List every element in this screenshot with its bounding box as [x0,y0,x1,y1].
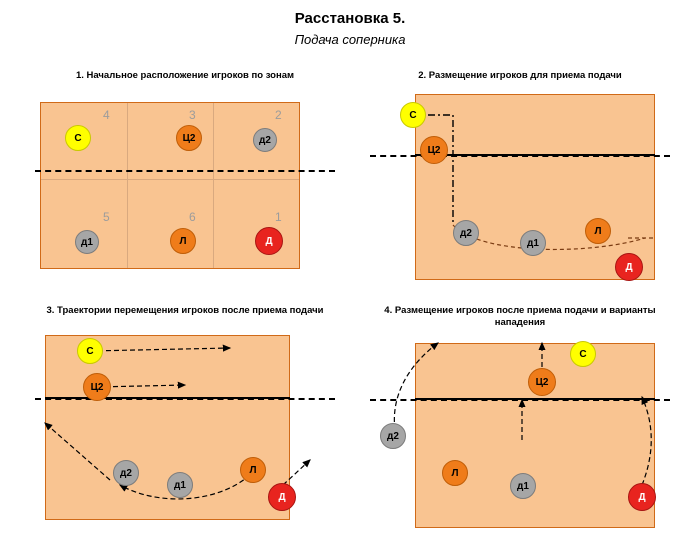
player-defender1-p2[interactable]: д1 [520,230,546,256]
court-2-net-line [370,155,670,157]
player-setter-p1[interactable]: С [65,125,91,151]
player-libero-p2[interactable]: Л [585,218,611,244]
player-libero-p1[interactable]: Л [170,228,196,254]
player-diagonal-p1[interactable]: Д [255,227,283,255]
zone-label-2: 2 [275,108,282,122]
player-defender2-p3[interactable]: д2 [113,460,139,486]
player-diagonal-p3[interactable]: Д [268,483,296,511]
page-subtitle: Подача соперника [294,32,406,47]
player-libero-p4[interactable]: Л [442,460,468,486]
player-setter-p3[interactable]: С [77,338,103,364]
court-1-vline-1 [127,103,128,268]
player-center-p4[interactable]: Ц2 [528,368,556,396]
court-4-net-line [370,399,670,401]
court-1-hline [41,179,299,180]
panel-3-caption: 3. Траектории перемещения игроков после приема подачи [46,305,324,316]
panel-2 [370,70,670,290]
court-3-net-line [35,398,335,400]
zone-label-5: 5 [103,210,110,224]
court-1-net-line [35,170,335,172]
panel-1 [35,70,335,280]
zone-label-1: 1 [275,210,282,224]
player-defender1-p1[interactable]: д1 [75,230,99,254]
player-center-p3[interactable]: Ц2 [83,373,111,401]
court-3 [45,335,290,520]
player-setter-p4[interactable]: С [570,341,596,367]
court-1-vline-2 [213,103,214,268]
player-defender2-p4[interactable]: д2 [380,423,406,449]
player-defender1-p4[interactable]: д1 [510,473,536,499]
player-setter-p2[interactable]: С [400,102,426,128]
panel-3 [35,305,335,530]
panel-2-caption: 2. Размещение игроков для приема подачи [418,70,622,81]
player-diagonal-p4[interactable]: Д [628,483,656,511]
player-defender1-p3[interactable]: д1 [167,472,193,498]
player-diagonal-p2[interactable]: Д [615,253,643,281]
panel-4 [370,305,670,530]
zone-label-6: 6 [189,210,196,224]
player-center-p1[interactable]: Ц2 [176,125,202,151]
page-title: Расстановка 5. [294,10,406,27]
player-defender2-p1[interactable]: д2 [253,128,277,152]
zone-label-3: 3 [189,108,196,122]
player-defender2-p2[interactable]: д2 [453,220,479,246]
zone-label-4: 4 [103,108,110,122]
player-center-p2[interactable]: Ц2 [420,136,448,164]
player-libero-p3[interactable]: Л [240,457,266,483]
panel-1-caption: 1. Начальное расположение игроков по зонам [75,70,295,81]
panel-4-caption: 4. Размещение игроков после приема подачи и варианты нападения [384,305,656,328]
